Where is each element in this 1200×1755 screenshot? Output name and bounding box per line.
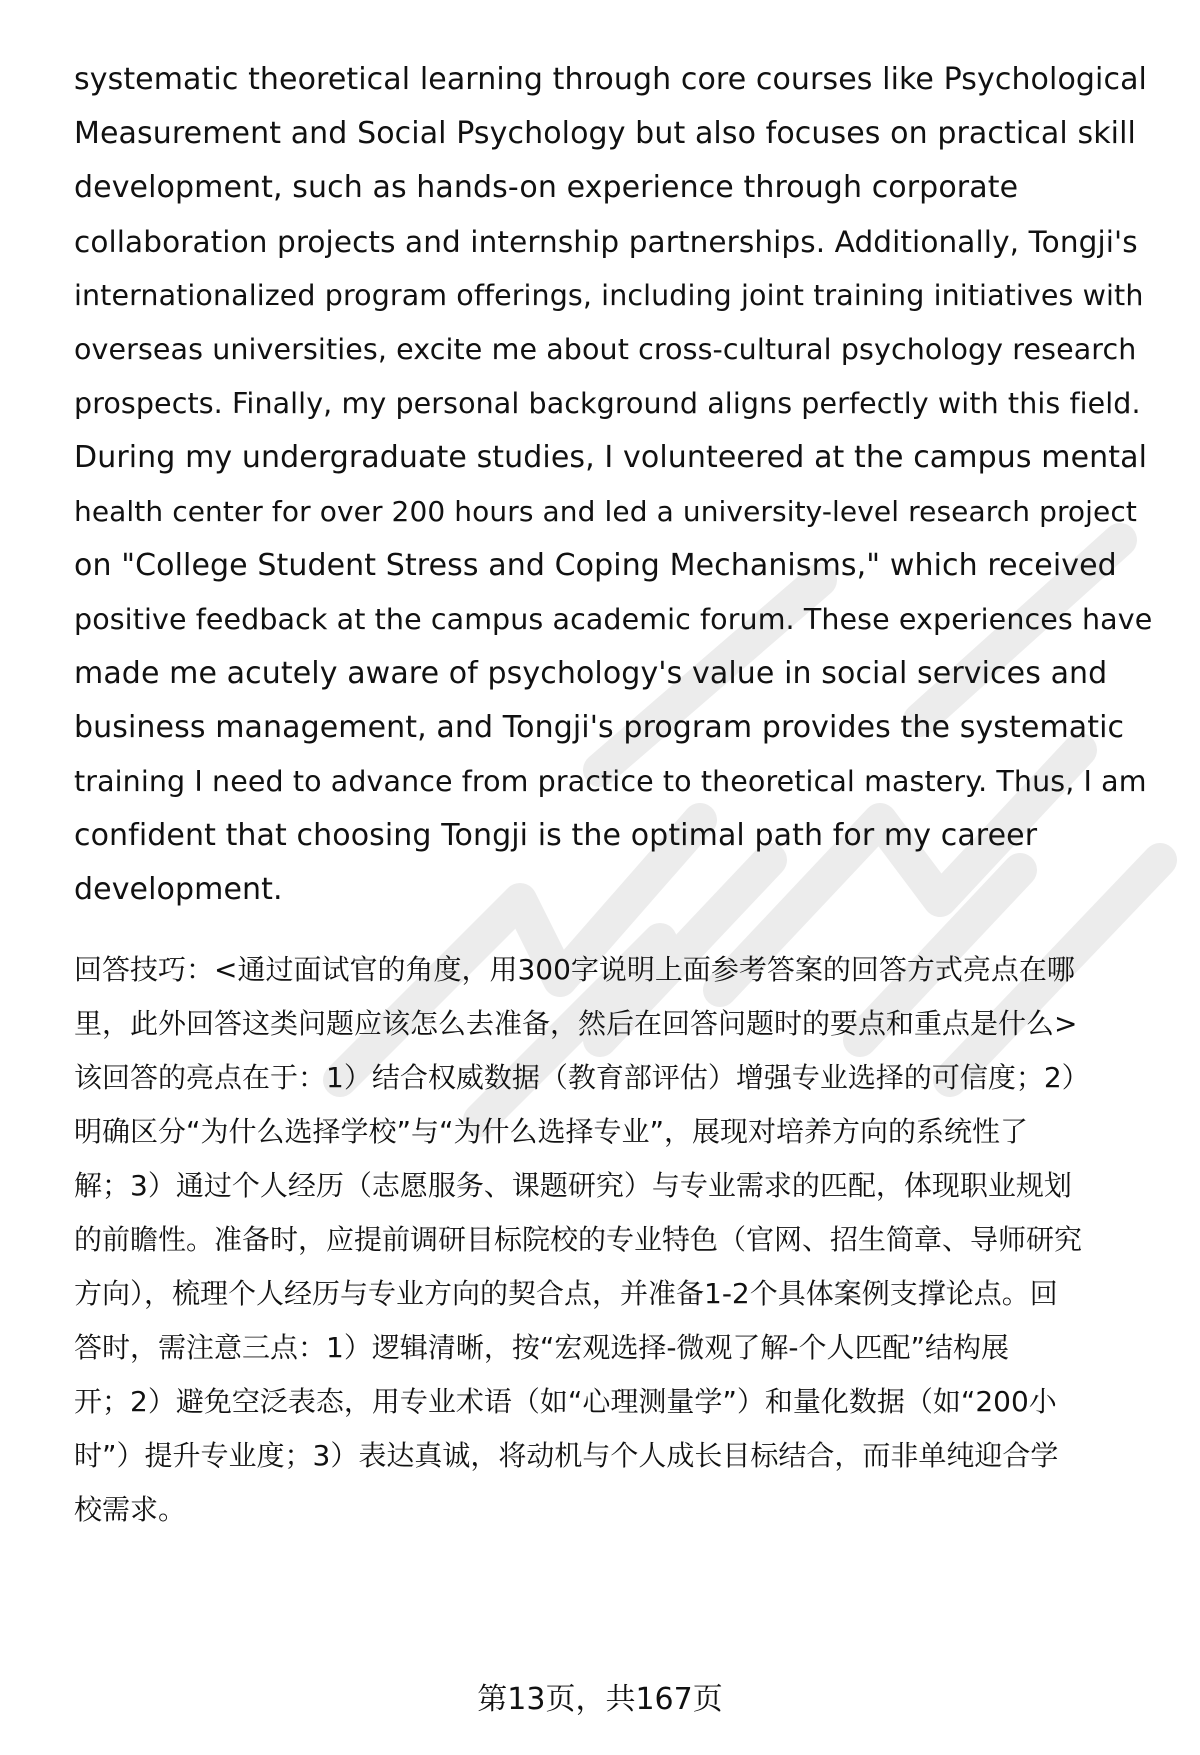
page-indicator: 第13页，共167页 [477,1682,723,1717]
answer-text-line: development, such as hands-on experience through corporate [74,170,1019,205]
tips-text-line: 回答技巧：<通过面试官的角度，用300字说明上面参考答案的回答方式亮点在哪 [74,953,1075,986]
answer-text-line: positive feedback at the campus academic forum. These experiences have [74,603,1153,636]
tips-text-line: 答时，需注意三点：1）逻辑清晰，按“宏观选择-微观了解-个人匹配”结构展 [74,1331,1010,1364]
tips-text-line: 里，此外回答这类问题应该怎么去准备，然后在回答问题时的要点和重点是什么> [74,1007,1078,1040]
tips-text-line: 该回答的亮点在于：1）结合权威数据（教育部评估）增强专业选择的可信度；2） [74,1061,1090,1094]
answer-text-line: business management, and Tongji's program provides the systematic [74,710,1125,745]
tips-text-line: 时”）提升专业度；3）表达真诚，将动机与个人成长目标结合，而非单纯迎合学 [74,1439,1059,1472]
answer-text-line: development. [74,872,283,907]
tips-text-line: 明确区分“为什么选择学校”与“为什么选择专业”，展现对培养方向的系统性了 [74,1115,1029,1148]
answer-text-line: made me acutely aware of psychology's value in social services and [74,656,1108,691]
answer-text-line: Measurement and Social Psychology but also focuses on practical skill [74,116,1136,151]
tips-text-line: 的前瞻性。准备时，应提前调研目标院校的专业特色（官网、招生简章、导师研究 [74,1223,1083,1256]
answer-text-line: overseas universities, excite me about cross-cultural psychology research [74,333,1137,366]
answer-text-line: prospects. Finally, my personal background aligns perfectly with this field. [74,387,1141,420]
tips-text-line: 解；3）通过个人经历（志愿服务、课题研究）与专业需求的匹配，体现职业规划 [74,1169,1072,1202]
answer-text-line: health center for over 200 hours and led a university-level research project [74,495,1137,528]
answer-text-line: on "College Student Stress and Coping Mechanisms," which received [74,548,1117,583]
answer-text-line: confident that choosing Tongji is the optimal path for my career [74,818,1038,853]
answer-text-line: collaboration projects and internship partnerships. Additionally, Tongji's [74,225,1138,259]
answer-text-line: training I need to advance from practice to theoretical mastery. Thus, I am [74,765,1147,798]
tips-text-line: 方向），梳理个人经历与专业方向的契合点，并准备1-2个具体案例支撑论点。回 [74,1277,1058,1310]
answer-text-line: systematic theoretical learning through core courses like Psychological [74,62,1147,97]
answer-text-line: internationalized program offerings, including joint training initiatives with [74,279,1144,312]
answer-text-line: During my undergraduate studies, I volunteered at the campus mental [74,440,1148,475]
tips-text-line: 开；2）避免空泛表态，用专业术语（如“心理测量学”）和量化数据（如“200小 [74,1385,1057,1418]
tips-text-line: 校需求。 [74,1493,187,1526]
